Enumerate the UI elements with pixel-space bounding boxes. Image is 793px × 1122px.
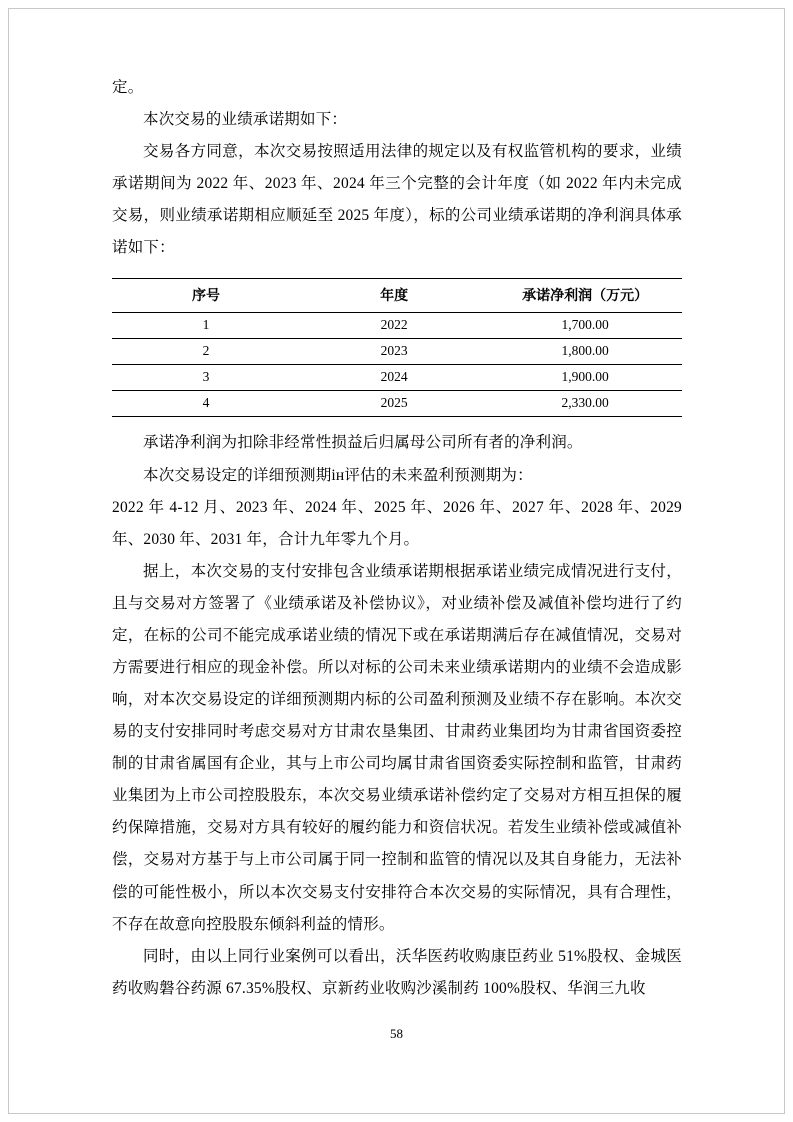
- cell-profit: 2,330.00: [488, 391, 682, 417]
- cell-profit: 1,900.00: [488, 365, 682, 391]
- table-header-cell-index: 序号: [112, 279, 300, 313]
- paragraph-4: 承诺净利润为扣除非经常性损益后归属母公司所有者的净利润。: [143, 434, 583, 452]
- cell-year: 2024: [300, 365, 488, 391]
- table-row: [112, 391, 682, 417]
- paragraph-3: 交易各方同意，本次交易按照适用法律的规定以及有权监管机构的要求，业绩承诺期间为 2022 年、2023 年、2024 年三个完整的会计年度（如 2022 年内未完成交易，则业绩承诺期相应顺延至 2025 年度），标的公司业绩承诺期的净利润具体承诺如下：: [112, 143, 682, 257]
- paragraph-7: 据上，本次交易的支付安排包含业绩承诺期根据承诺业绩完成情况进行支付，且与交易对方签署了《业绩承诺及补偿协议》，对业绩补偿及减值补偿均进行了约定，在标的公司不能完成承诺业绩的情况下或在承诺期满后存在减值情况，交易对方需要进行相应的现金补偿。所以对标的公司未来业绩承诺期内的业绩不会造成影响，对本次交易设定的详细预测期内标的公司盈利预测及业绩不存在影响。本次交易的支付安排同时考虑交易对方甘肃农垦集团、甘肃药业集团均为甘肃省国资委控制的甘肃省属国有企业，其与上市公司均属甘肃省国资委实际控制和监管，甘肃药业集团为上市公司控股股东，本次交易业绩承诺补偿约定了交易对方相互担保的履约保障措施，交易对方具有较好的履约能力和资信状况。若发生业绩补偿或减值补偿，交易对方基于与上市公司属于同一控制和监管的情况以及其自身能力，无法补偿的可能性极小，所以本次交易支付安排符合本次交易的实际情况，具有合理性，不存在故意向控股股东倾斜利益的情形。: [112, 562, 682, 933]
- paragraph-8: 同时，由以上同行业案例可以看出，沃华医药收购康臣药业 51%股权、金城医药收购磐谷药源 67.35%股权、京新药业收购沙溪制药 100%股权、华润三九收: [112, 947, 682, 997]
- page-content: [112, 72, 682, 1005]
- cell-profit: 1,700.00: [488, 313, 682, 339]
- performance-commitment-table: [112, 278, 682, 417]
- cell-year: 2025: [300, 391, 488, 417]
- cell-profit: 1,800.00: [488, 339, 682, 365]
- table-header-cell-profit: 承诺净利润（万元）: [488, 279, 682, 313]
- cell-year: 2022: [300, 313, 488, 339]
- page-number: 58: [390, 1026, 403, 1041]
- table-row: [112, 313, 682, 339]
- paragraph-6: 2022 年 4-12 月、2023 年、2024 年、2025 年、2026 年、2027 年、2028 年、2029 年、2030 年、2031 年，合计九年零九个月。: [112, 498, 682, 548]
- cell-index: 2: [112, 339, 300, 365]
- table-header-cell-year: 年度: [300, 279, 488, 313]
- table-row: [112, 365, 682, 391]
- table-header-row: [112, 279, 682, 313]
- paragraph-5: 本次交易设定的详细预测期ін评估的未来盈利预测期为：: [143, 466, 533, 484]
- cell-index: 3: [112, 365, 300, 391]
- paragraph-2: 本次交易的业绩承诺期如下：: [143, 111, 348, 129]
- paragraph-1: 定。: [112, 79, 144, 96]
- table-row: [112, 339, 682, 365]
- cell-index: 1: [112, 313, 300, 339]
- cell-index: 4: [112, 391, 300, 417]
- cell-year: 2023: [300, 339, 488, 365]
- table-head: [112, 279, 682, 313]
- table-body: [112, 313, 682, 417]
